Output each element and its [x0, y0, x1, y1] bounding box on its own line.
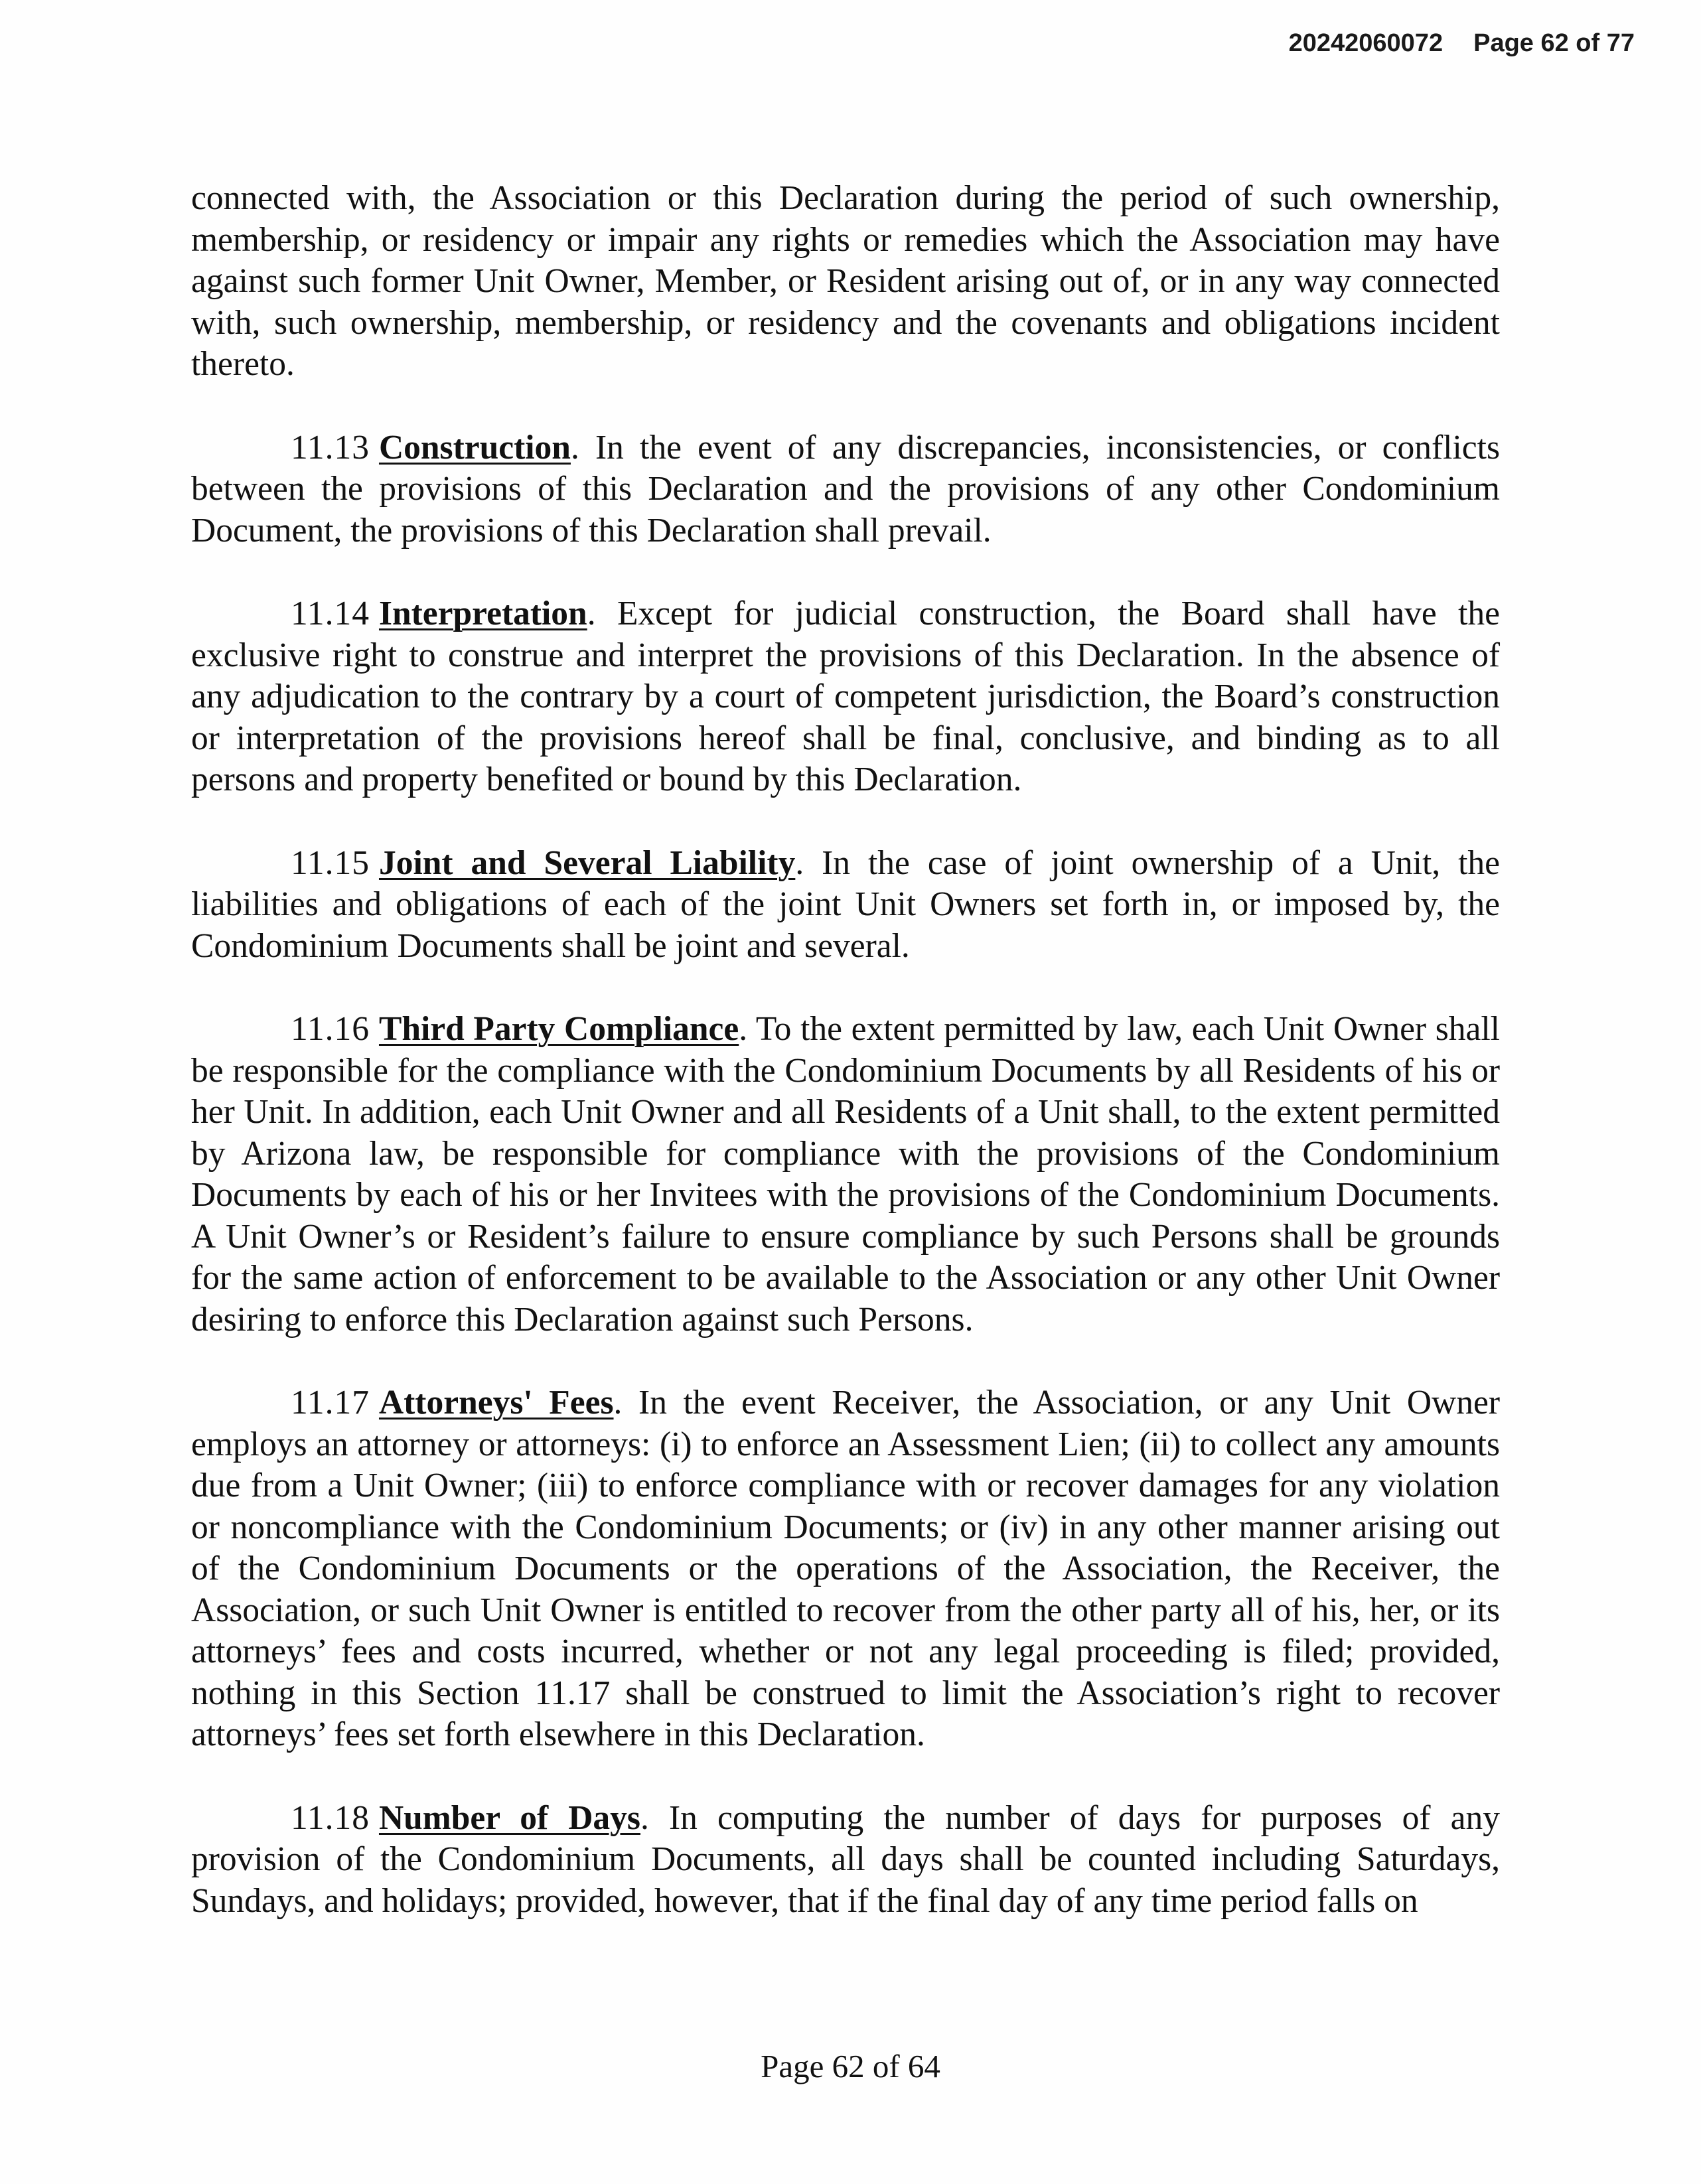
section-text: . In computing the number of days for purposes of any provision of the Condominium Documents, all days shall be counted including Saturdays, Sundays, and holidays; provided, however, that if the final day of any time period falls on — [191, 1798, 1501, 1920]
section-11-14 — [191, 593, 1500, 801]
section-title: Attorneys' Fees — [378, 1384, 614, 1421]
section-title: Third Party Compliance — [378, 1010, 739, 1048]
document-body — [191, 178, 1500, 1964]
footer-page-number: Page 62 of 64 — [761, 2048, 940, 2084]
section-11-16 — [191, 1009, 1500, 1341]
section-title: Joint and Several Liability — [378, 843, 796, 882]
recording-page-label: Page 62 of 77 — [1473, 29, 1635, 57]
section-title: Interpretation — [378, 595, 587, 632]
section-text: . To the extent permitted by law, each Unit Owner shall be responsible for the compliance with the Condominium Documents by all Residents of his or her Unit. In addition, each Unit Owner and all Residents of a Unit shall, to the extent permitted by Arizona law, be responsible for compliance with the provisions of the Condominium Documents by each of his or her Invitees with the provisions of the Condominium Documents. A Unit Owner’s or Resident’s failure to ensure compliance by such Persons shall be grounds for the same action of enforcement to be available to the Association or any other Unit Owner desiring to enforce this Declaration against such Persons. — [191, 1010, 1500, 1339]
section-number: 11.18 — [291, 1798, 370, 1837]
recording-stamp — [1289, 29, 1635, 58]
section-number: 11.17 — [291, 1384, 370, 1421]
section-text: . In the event of any discrepancies, inconsistencies, or conflicts between the provisions of this Declaration and the provisions of any other Condominium Document, the provisions of this Declaration shall prevail. — [191, 428, 1500, 549]
recording-number: 20242060072 — [1288, 29, 1443, 57]
section-number: 11.15 — [291, 843, 370, 882]
section-number: 11.16 — [291, 1010, 370, 1048]
section-11-18 — [191, 1798, 1500, 1923]
section-11-15 — [191, 843, 1500, 968]
section-title: Construction — [378, 428, 571, 467]
section-text: . In the case of joint ownership of a Unit, the liabilities and obligations of each of the joint Unit Owners set forth in, or imposed by, the Condominium Documents shall be joint and several. — [191, 843, 1500, 965]
section-title: Number of Days — [378, 1798, 640, 1837]
section-text: . Except for judicial construction, the Board shall have the exclusive right to construe and interpret the provisions of this Declaration. In the absence of any adjudication to the contrary by a court of competent jurisdiction, the Board’s construction or interpretation of the provisions hereof shall be final, conclusive, and binding as to all persons and property benefited or bound by this Declaration. — [191, 595, 1500, 798]
section-text: . In the event Receiver, the Association, or any Unit Owner employs an attorney or attorneys: (i) to enforce an Assessment Lien; (ii) to collect any amounts due from a Unit Owner; (iii) to enforce compliance with or recover damages for any violation or noncompliance with the Condominium Documents; or (iv) in any other manner arising out of the Condominium Documents or the operations of the Association, the Receiver, the Association, or such Unit Owner is entitled to recover from the other party all of his, her, or its attorneys’ fees and costs incurred, whether or not any legal proceeding is filed; provided, nothing in this Section 11.17 shall be construed to limit the Association’s right to recover attorneys’ fees set forth elsewhere in this Declaration. — [191, 1384, 1500, 1753]
section-11-17 — [191, 1382, 1500, 1756]
section-number: 11.14 — [291, 595, 370, 632]
page-footer — [0, 2047, 1701, 2085]
section-number: 11.13 — [291, 428, 370, 467]
continuation-paragraph: connected with, the Association or this Declaration during the period of such ownership, membership, or residency or impair any rights or remedies which the Association may have against such former Unit Owner, Member, or Resident arising out of, or in any way connected with, such ownership, membership, or residency and the covenants and obligations incident thereto. — [191, 179, 1500, 383]
section-11-13 — [191, 427, 1500, 552]
